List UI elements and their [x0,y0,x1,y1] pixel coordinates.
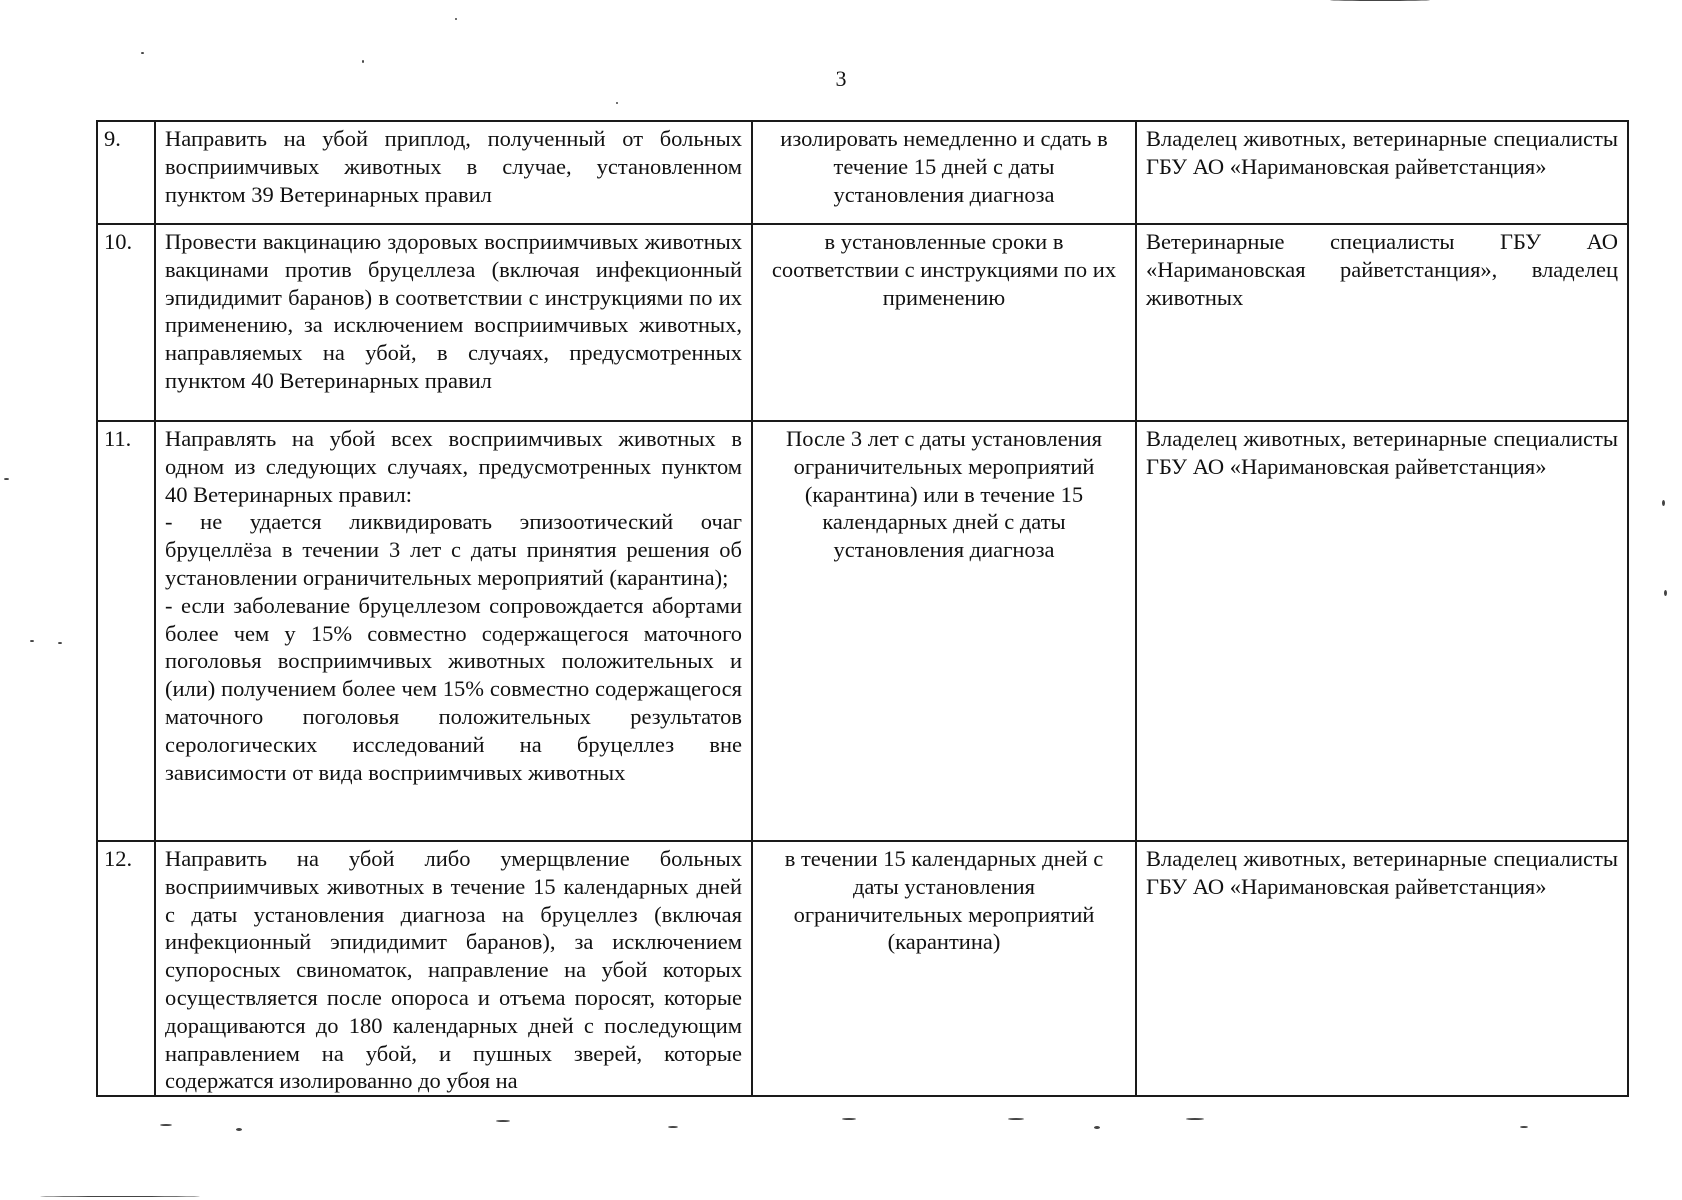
responsible-text: Владелец животных, ветеринарные специалисты ГБУ АО «Наримановская райветстанция» [1146,846,1618,899]
scan-speck [1094,1126,1100,1129]
row-number-cell [97,121,155,224]
scan-speck [1520,1126,1528,1128]
row-number-cell [97,841,155,1096]
action-text-item: - если заболевание бруцеллезом сопровождается абортами более чем у 15% совместно содержащегося маточного поголовья восприимчивых животных положительных и (или) получением более чем 15% совместно содержащегося маточного поголовья положительных результатов серологических исследований на бруцеллез вне зависимости от вида восприимчивых животных [165,592,742,785]
scan-speck [496,1120,510,1122]
row-number: 9. [104,126,121,151]
table-row [97,224,1628,421]
scan-speck [160,1124,172,1126]
responsible-text: Ветеринарные специалисты ГБУ АО «Наримановская райветстанция», владелец животных [1146,229,1618,310]
action-text: Направить на убой приплод, полученный от больных восприимчивых животных в случае, установленном пунктом 39 Ветеринарных правил [165,126,742,207]
action-cell [155,121,752,224]
row-number-cell [97,224,155,421]
action-text-item: - не удается ликвидировать эпизоотический очаг бруцеллёза в течении 3 лет с даты принятия решения об установлении ограничительных мероприятий (карантина); [165,509,742,590]
scan-speck [58,642,62,644]
row-number: 11. [104,426,132,451]
scan-speck [236,1128,242,1131]
measures-table [96,120,1629,1097]
scan-speck [1330,0,1430,1]
action-cell [155,421,752,841]
deadline-cell [752,224,1136,421]
responsible-cell [1136,224,1628,421]
deadline-text: в установленные сроки в соответствии с инструкциями по их применению [771,229,1117,310]
deadline-text: в течении 15 календарных дней с даты установления ограничительных мероприятий (карантина) [784,846,1104,955]
scan-speck [1662,500,1665,506]
scan-speck [40,1196,200,1197]
responsible-text: Владелец животных, ветеринарные специалисты ГБУ АО «Наримановская райветстанция» [1146,126,1618,179]
scan-speck [842,1118,856,1120]
scan-speck [30,640,34,642]
deadline-text: изолировать немедленно и сдать в течение 15 дней с даты установления диагноза [780,126,1108,207]
row-number: 10. [104,229,133,254]
action-cell [155,841,752,1096]
scan-speck [362,60,364,63]
page-number: 3 [835,66,847,91]
scan-speck [1186,1118,1204,1120]
action-text: Провести вакцинацию здоровых восприимчивых животных вакцинами против бруцеллеза (включая инфекционный эпидидимит баранов) в соответствии с инструкциями по их применению, за исключением восприимчивых животных, направляемых на убой, в случаях, предусмотренных пунктом 40 Ветеринарных правил [165,229,742,393]
deadline-cell [752,841,1136,1096]
responsible-cell [1136,121,1628,224]
table-row [97,841,1628,1096]
deadline-cell [752,121,1136,224]
scan-speck [1008,1118,1024,1120]
action-text: Направить на убой либо умерщвление больных восприимчивых животных в течение 15 календарных дней с даты установления диагноза на бруцеллез (включая инфекционный эпидидимит баранов), за исключением супоросных свиноматок, направление на убой которых осуществляется после опороса и отъема поросят, которые доращиваются до 180 календарных дней с последующим направлением на убой, и пушных зверей, которые содержатся изолированно до убоя на [165,846,742,1094]
scan-speck [1664,590,1667,596]
table-row [97,421,1628,841]
scan-speck [4,478,9,480]
responsible-text: Владелец животных, ветеринарные специалисты ГБУ АО «Наримановская райветстанция» [1146,426,1618,479]
deadline-text: После 3 лет с даты установления ограничительных мероприятий (карантина) или в течение 15 календарных дней с даты установления диагноза [785,426,1103,563]
scan-speck [141,52,144,54]
table-row [97,121,1628,224]
row-number-cell [97,421,155,841]
action-text: Направлять на убой всех восприимчивых животных в одном из следующих случаях, предусмотренных пунктом 40 Ветеринарных правил: [165,426,742,507]
scan-speck [455,18,457,20]
deadline-cell [752,421,1136,841]
scan-speck [668,1126,678,1128]
responsible-cell [1136,841,1628,1096]
action-cell [155,224,752,421]
scan-speck [616,102,618,104]
row-number: 12. [104,846,133,871]
responsible-cell [1136,421,1628,841]
